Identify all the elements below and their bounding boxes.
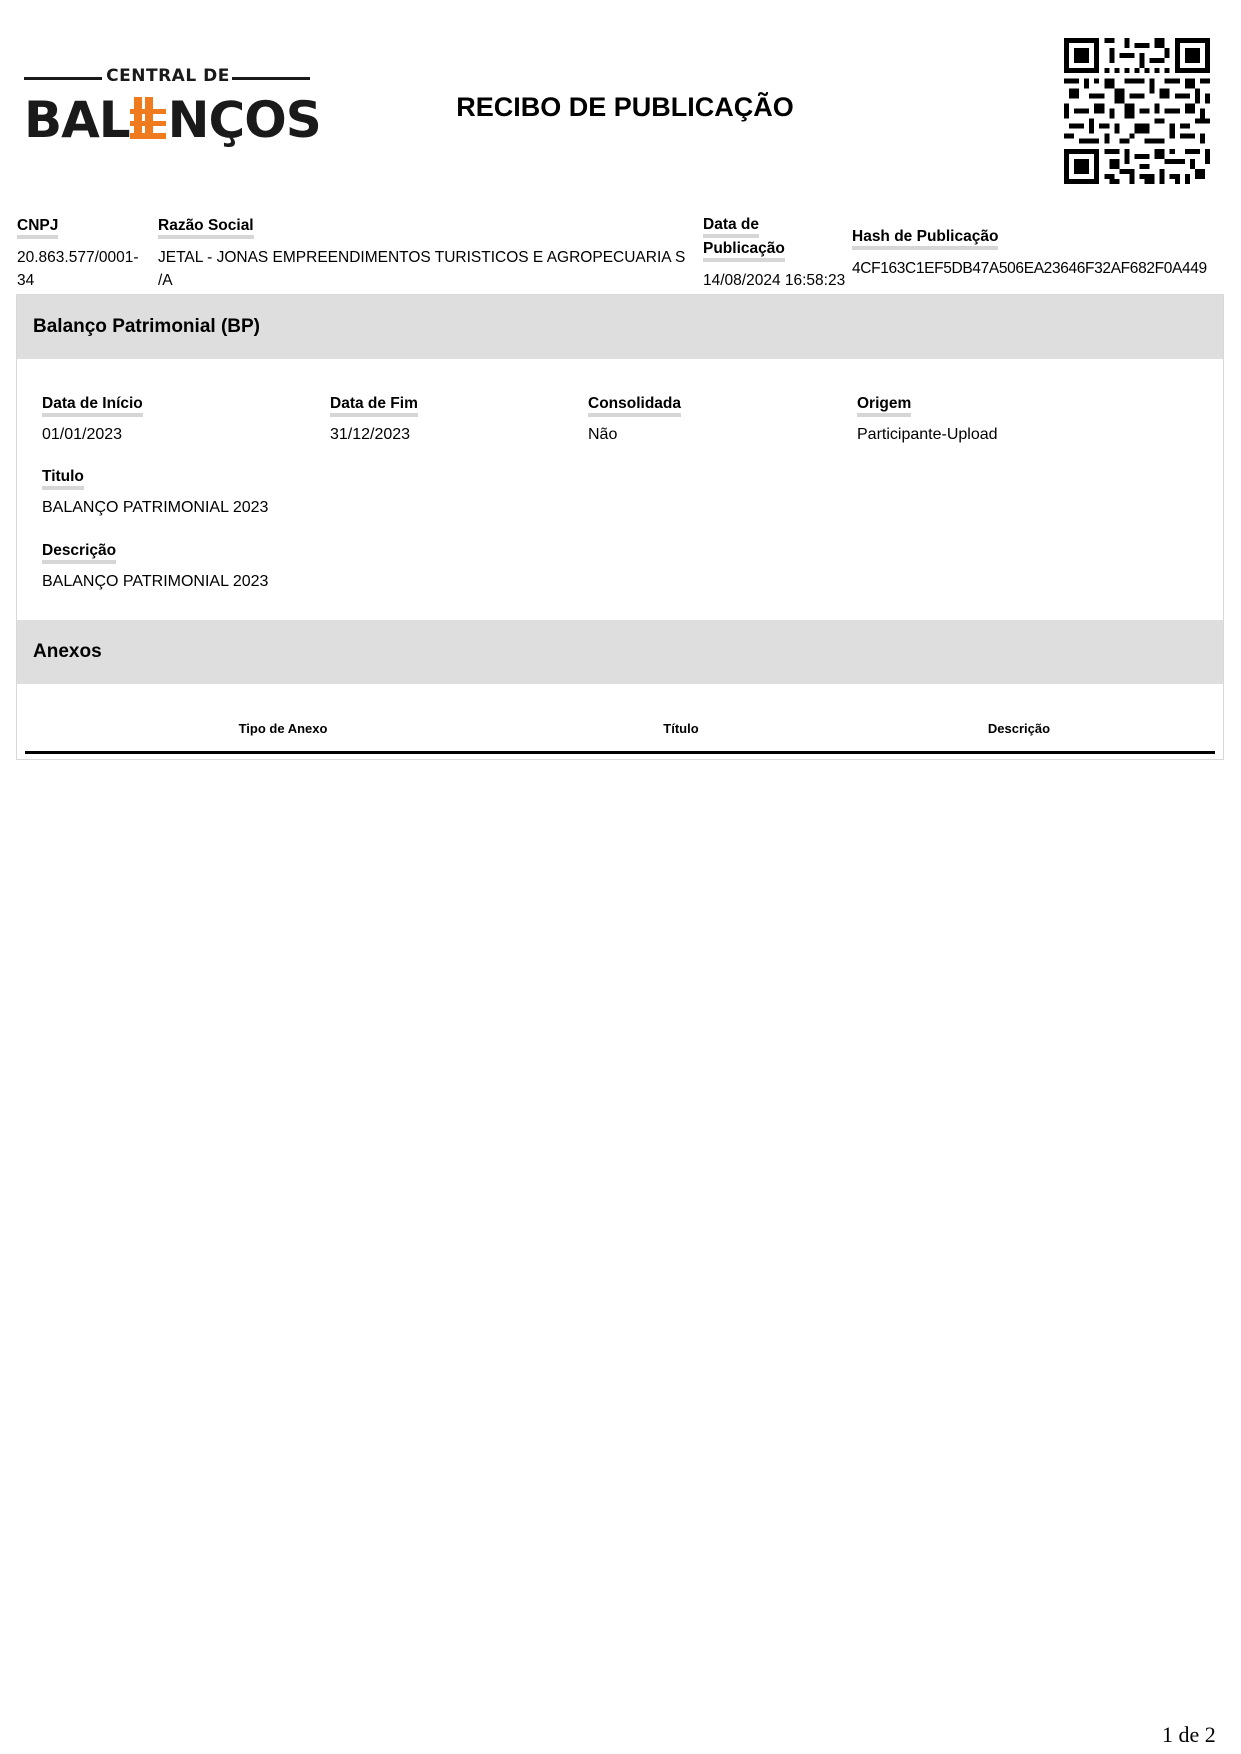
cnpj-label: CNPJ bbox=[17, 214, 58, 238]
titulo-value: BALANÇO PATRIMONIAL 2023 bbox=[42, 499, 269, 516]
origem-value: Participante-Upload bbox=[857, 426, 998, 443]
logo-wordmark bbox=[24, 90, 321, 150]
logo-text-left: BAL bbox=[24, 91, 130, 149]
hash-publicacao-label: Hash de Publicação bbox=[852, 225, 998, 249]
balanco-panel bbox=[16, 294, 1224, 760]
logo-top-line bbox=[24, 66, 310, 88]
data-fim-value: 31/12/2023 bbox=[330, 426, 411, 443]
cnpj-value-line-1: 20.863.577/0001- bbox=[17, 249, 139, 266]
data-inicio-label: Data de Início bbox=[42, 393, 143, 415]
razao-social-label: Razão Social bbox=[158, 214, 254, 238]
logo-rule-left bbox=[24, 77, 102, 80]
razao-social-value-line-2: /A bbox=[158, 272, 173, 289]
page-number: 1 de 2 bbox=[1162, 1722, 1216, 1747]
data-publicacao-label-line-2: Publicação bbox=[703, 237, 785, 261]
consolidada-label: Consolidada bbox=[588, 393, 681, 415]
data-inicio-value: 01/01/2023 bbox=[42, 426, 123, 443]
column-header-tipo-anexo: Tipo de Anexo bbox=[238, 721, 328, 736]
logo-top-text: CENTRAL DE bbox=[106, 66, 230, 86]
column-header-descricao: Descrição bbox=[987, 721, 1051, 736]
anexos-table-header bbox=[25, 709, 1215, 749]
descricao-value: BALANÇO PATRIMONIAL 2023 bbox=[42, 573, 269, 590]
balanco-section-heading: Balanço Patrimonial (BP) bbox=[17, 295, 1223, 359]
data-fim-label: Data de Fim bbox=[330, 393, 418, 415]
hash-publicacao-value: 4CF163C1EF5DB47A506EA23646F32AF682F0A449 bbox=[852, 260, 1207, 277]
anexos-section-heading: Anexos bbox=[17, 620, 1223, 684]
document-title: RECIBO DE PUBLICAÇÃO bbox=[456, 92, 794, 122]
column-header-titulo: Título bbox=[663, 721, 699, 736]
data-publicacao-value: 14/08/2024 16:58:23 bbox=[703, 272, 846, 289]
logo-rule-right bbox=[232, 77, 310, 80]
consolidada-value: Não bbox=[588, 426, 618, 443]
qr-code-icon bbox=[1064, 38, 1210, 184]
titulo-label: Titulo bbox=[42, 466, 84, 488]
logo-a-mark-icon bbox=[130, 95, 168, 141]
logo-text-right: NÇOS bbox=[167, 91, 321, 149]
descricao-label: Descrição bbox=[42, 540, 116, 562]
razao-social-value-line-1: JETAL - JONAS EMPREENDIMENTOS TURISTICOS E AGROPECUARIA S bbox=[158, 249, 686, 266]
origem-label: Origem bbox=[857, 393, 911, 415]
cnpj-value-line-2: 34 bbox=[17, 272, 35, 289]
central-de-balancos-logo bbox=[24, 66, 321, 156]
anexos-table-rule bbox=[25, 751, 1215, 754]
data-publicacao-label-line-1: Data de bbox=[703, 213, 759, 237]
